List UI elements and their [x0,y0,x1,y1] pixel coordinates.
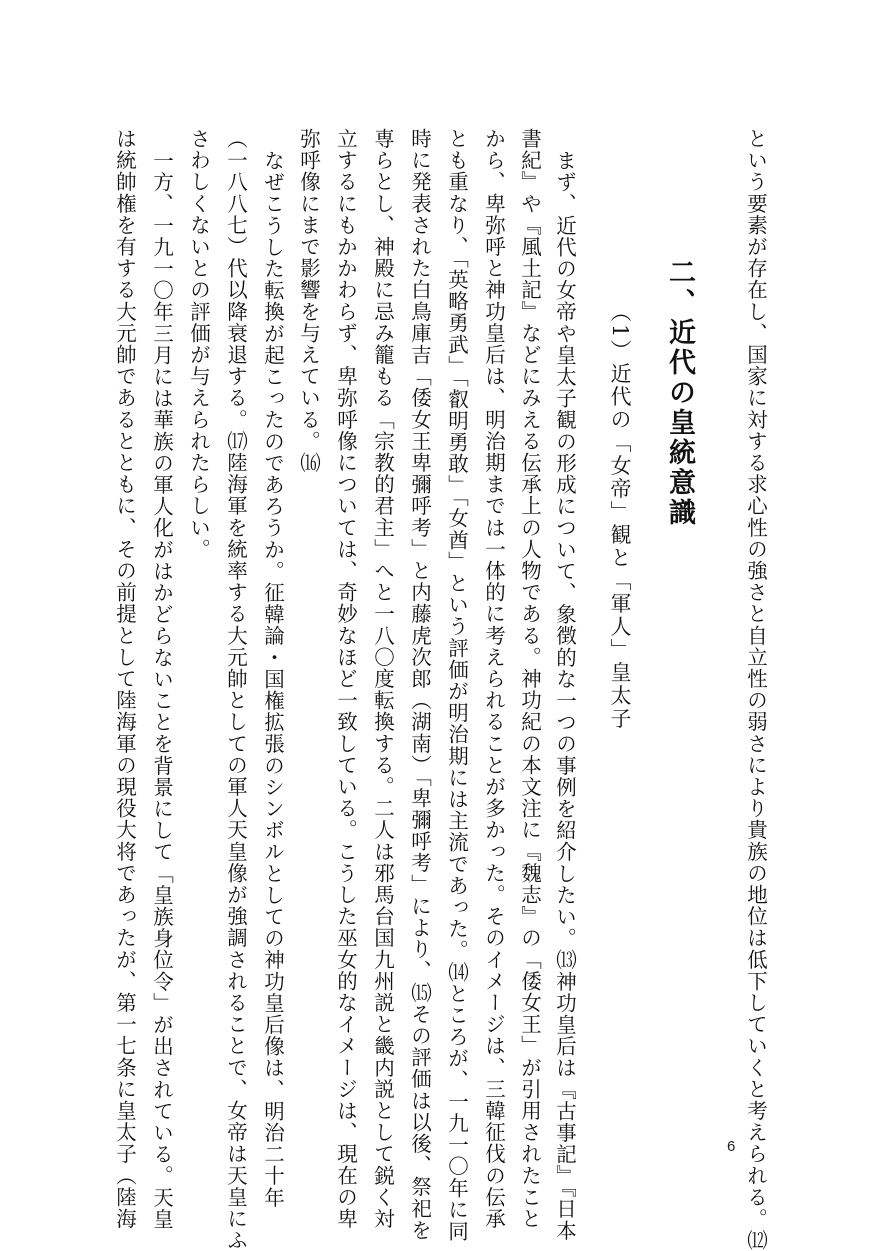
text-line-9: 弥呼像にまで影響を与えている。⒃ [296,128,321,474]
text-line-14: は統帥権を有する大元帥であるとともに、その前提として陸海軍の現役大将であったが、第一七条に皇太子（陸海 [112,128,137,1230]
text-line-7: 専らとし、神殿に忌み籠もる「宗教的君主」へと一八〇度転換する。二人は邪馬台国九州説と畿内説として鋭く対 [370,128,395,1230]
text-line-4: から、卑弥呼と神功皇后は、明治期までは一体的に考えられることが多かった。そのイメージは、三韓征伐の伝承 [481,128,506,1230]
text-line-10: なぜこうした転換が起こったのであろうか。征韓論・国権拡張のシンボルとしての神功皇后像は、明治二十年 [260,150,285,1209]
text-line-2: まず、近代の女帝や皇太子観の形成について、象徴的な一つの事例を紹介したい。⒀神功皇后は『古事記』『日本 [552,150,577,1242]
text-line-11: （一八八七）代以降衰退する。⒄陸海軍を統率する大元帥としての軍人天皇像が強調されることで、女帝は天皇にふ [223,128,248,1251]
text-line-13: 一方、一九一〇年三月には華族の軍人化がはかどらないことを背景にして「皇族身位令」が出されている。天皇 [149,150,174,1230]
text-line-5: とも重なり、「英略勇武」「叡明勇敢」「女酋」という評価が明治期には主流であった。⒁ところが、一九一〇年に同 [444,128,469,1243]
text-line-1: という要素が存在し、国家に対する求心性の強さと自立性の弱さにより貴族の地位は低下していくと考えられる。⑿ [743,128,768,1251]
text-line-3: 書紀』や『風土記』などにみえる伝承上の人物である。神功紀の本文注に『魏志』の「倭女王」が引用されたこと [517,128,542,1230]
text-line-12: さわしくないとの評価が与えられたらしい。 [186,128,211,560]
text-line-8: 立するにもかかわらず、卑弥呼像については、奇妙なほど一致している。こうした巫女的なイメージは、現在の卑 [333,128,358,1230]
subsection-heading: （1）近代の「女帝」観と「軍人」皇太子 [608,301,632,731]
section-heading: 二、近代の皇統意識 [664,258,695,528]
text-line-6: 時に発表された白鳥庫吉「倭女王卑彌呼考」と内藤虎次郎（湖南）「卑彌呼考」により、⒂その評価は以後、祭祀を [407,128,432,1241]
page-number: 6 [727,1138,736,1155]
